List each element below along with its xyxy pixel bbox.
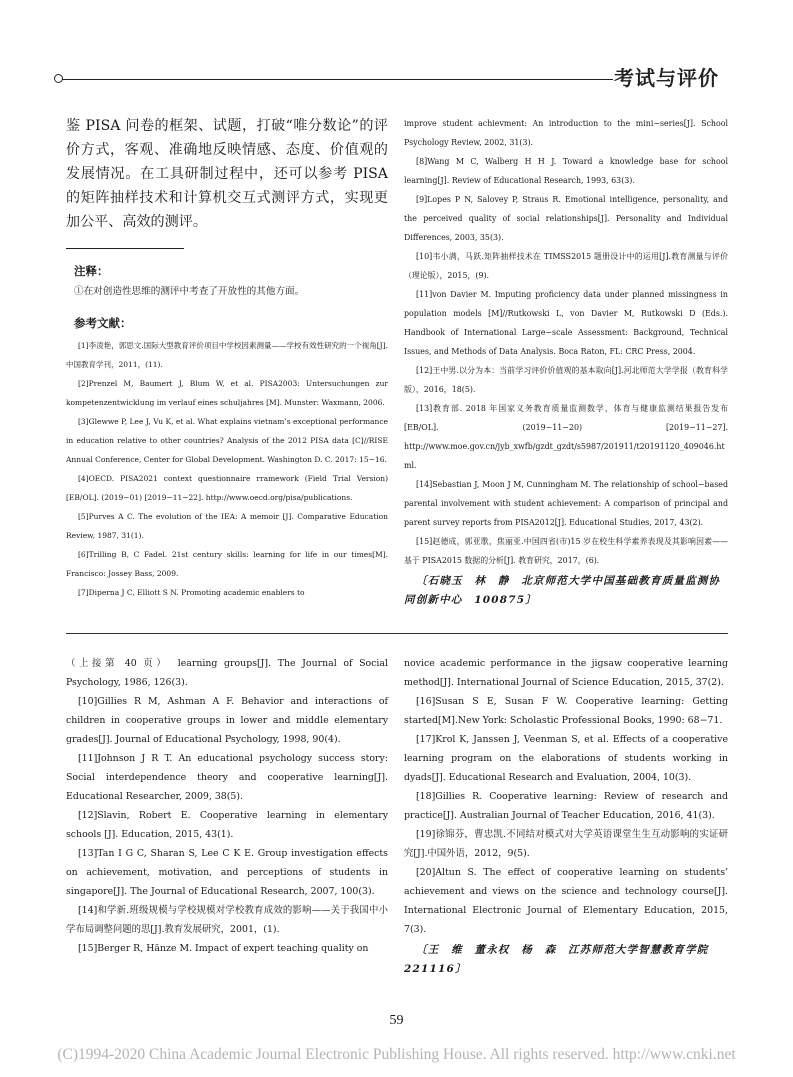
reference-continuation: novice academic performance in the jigsaw cooperative learning method[J]. International Journal of Science Education, 2015, 37(2). [404,658,728,688]
top-right-column [404,114,728,610]
reference-item: [6]Trilling B, C Fadel. 21st century skills: learning for life in our times[M]. Francisco: Jossey Bass, 2009. [66,550,388,578]
notes-heading: 注释： [74,264,109,278]
section-divider [66,633,728,634]
reference-item: [5]Purves A C. The evolution of the IEA: A memoir [J]. Comparative Education Review, 1987, 31(1). [66,512,388,540]
reference-continuation [66,654,388,692]
header-rule [60,79,613,80]
reference-item: [10]Gillies R M, Ashman A F. Behavior and interactions of children in cooperative groups in lower and middle elementary grades[J]. Journal of Educational Psychology, 1998, 90(4). [66,696,388,745]
reference-item: [13]教育部. 2018 年国家义务教育质量监测数学、体育与健康监测结果报告发布[EB/OL]. (2019−11−20) [2019−11−27]. http://www.moe.gov.cn/jyb_xwfb/gzdt_gzdt/s5987/201911/t20191120_409046.html. [404,404,728,470]
continued-from-label: （上接第 40 页） [66,658,165,669]
copyright-footer: (C)1994-2020 China Academic Journal Electronic Publishing House. All rights reserved. http://www.cnki.net [57,1046,736,1063]
reference-item: [12]王中男.以分为本：当前学习评价价值观的基本取向[J].河北师范大学学报（教育科学版），2016，18(5). [404,366,728,394]
reference-item: [4]OECD. PISA2021 context questionnaire rramework (Field Trial Version)[EB/OL]. (2019−01) [2019−11−22]. http://www.oecd.org/pisa/publications. [66,474,388,502]
reference-item: [2]Prenzel M, Baumert J, Blum W, et al. PISA2003: Untersuchungen zur kompetenzentwicklung im verlauf eines schuljahres [M]. Munster: Waxmann, 2006. [66,379,388,407]
reference-item: [15]赵德成，郭亚歌，焦丽亚.中国四省(市)15 岁在校生科学素养表现及其影响因素——基于 PISA2015 数据的分析[J]. 教育研究，2017，(6). [404,537,728,565]
page-number: 59 [389,1013,404,1028]
references-heading: 参考文献： [74,316,132,330]
author-affiliation: 〔王 维 董永权 杨 森 江苏师范大学智慧教育学院 221116〕 [404,944,721,975]
reference-item: [1]李凌艳，郭思文.国际大型教育评价项目中学校因素测量——学校有效性研究的一个视角[J].中国教育学刊，2011，(11). [66,341,388,369]
bottom-right-column [404,654,728,979]
reference-item: [14]Sebastian J, Moon J M, Cunningham M. The relationship of school−based parental involvement with student achievement: A comparison of principal and parent survey reports from PISA2012[J]. Educational Studies, 2017, 43(2). [404,480,728,527]
body-paragraph: 鉴 PISA 问卷的框架、试题，打破“唯分数论”的评价方式，客观、准确地反映情感、态度、价值观的发展情况。在工具研制过程中，还可以参考 PISA 的矩阵抽样技术和计算机交互式测评方式，实现更加公平、高效的测评。 [66,118,388,230]
reference-item: [18]Gillies R. Cooperative learning: Review of research and practice[J]. Australian Journal of Teacher Education, 2016, 41(3). [404,791,728,821]
reference-item: [14]和学新.班级规模与学校规模对学校教育成效的影响——关于我国中小学布局调整问题的思[J].教育发展研究，2001，(1). [66,905,388,935]
reference-item: [16]Susan S E, Susan F W. Cooperative learning: Getting started[M].New York: Scholastic Professional Books, 1990: 68−71. [404,696,728,726]
reference-item: [20]Altun S. The effect of cooperative learning on students’ achievement and views on the science and technology course[J]. International Electronic Journal of Elementary Education, 2015, 7(3). [404,867,728,935]
continued-reference-text: learning groups[J]. The Journal of Social Psychology, 1986, 126(3). [66,658,388,688]
reference-item: [12]Slavin, Robert E. Cooperative learning in elementary schools [J]. Education, 2015, 43(1). [66,810,388,840]
reference-item: [17]Krol K, Janssen J, Veenman S, et al. Effects of a cooperative learning program on the elaborations of students working in dyads[J]. Educational Research and Evaluation, 2004, 10(3). [404,734,728,783]
journal-section-title: 考试与评价 [614,66,719,90]
notes-separator [66,248,184,249]
bottom-left-column [66,654,388,958]
reference-item: [13]Tan I G C, Sharan S, Lee C K E. Group investigation effects on achievement, motivation, and perceptions of students in singapore[J]. The Journal of Educational Research, 2007, 100(3). [66,848,388,897]
reference-item: [9]Lopes P N, Salovey P, Straus R. Emotional intelligence, personality, and the perceived quality of social relationships[J]. Personality and Individual Differences, 2003, 35(3). [404,195,728,242]
reference-item: [11]Johnson J R T. An educational psychology success story: Social interdependence theory and cooperative learning[J]. Educational Researcher, 2009, 38(5). [66,753,388,802]
reference-item: [11]von Davier M. Imputing proficiency data under planned missingness in population models [M]//Rutkowski L, von Davier M, Rutkowski D (Eds.). Handbook of International Large−scale Assessment: Background, Technical Issues, and Methods of Data Analysis. Boca Raton, FL: CRC Press, 2004. [404,290,728,356]
header-circle-ornament [54,74,63,83]
note-item: ①在对创造性思维的测评中考查了开放性的其他方面。 [74,286,305,297]
reference-item: [7]Diperna J C, Elliott S N. Promoting academic enablers to [78,588,305,597]
reference-item: [19]徐锦芬，曹忠凯.不同结对模式对大学英语课堂生生互动影响的实证研究[J].中国外语，2012，9(5). [404,829,728,859]
reference-item: [8]Wang M C, Walberg H H J. Toward a knowledge base for school learning[J]. Review of Educational Research, 1993, 63(3). [404,157,728,185]
top-left-column [66,114,388,602]
reference-item: [3]Glewwe P, Lee J, Vu K, et al. What explains vietnam’s exceptional performance in education relative to other countries? Analysis of the 2012 PISA data [C]//RISE Annual Conference, Center for Global Development. Washington D. C. 2017: 15−16. [66,417,388,464]
reference-item: [15]Berger R, Hänze M. Impact of expert teaching quality on [78,943,369,954]
author-affiliation: 〔石晓玉 林 静 北京师范大学中国基础教育质量监测协同创新中心 100875〕 [404,575,721,606]
reference-item: [10]韦小满，马跃.矩阵抽样技术在 TIMSS2015 题册设计中的运用[J].教育测量与评价（理论版），2015，(9). [404,252,728,280]
reference-continuation: improve student achievment: An introduction to the mini−series[J]. School Psychology Review, 2002, 31(3). [404,119,728,147]
